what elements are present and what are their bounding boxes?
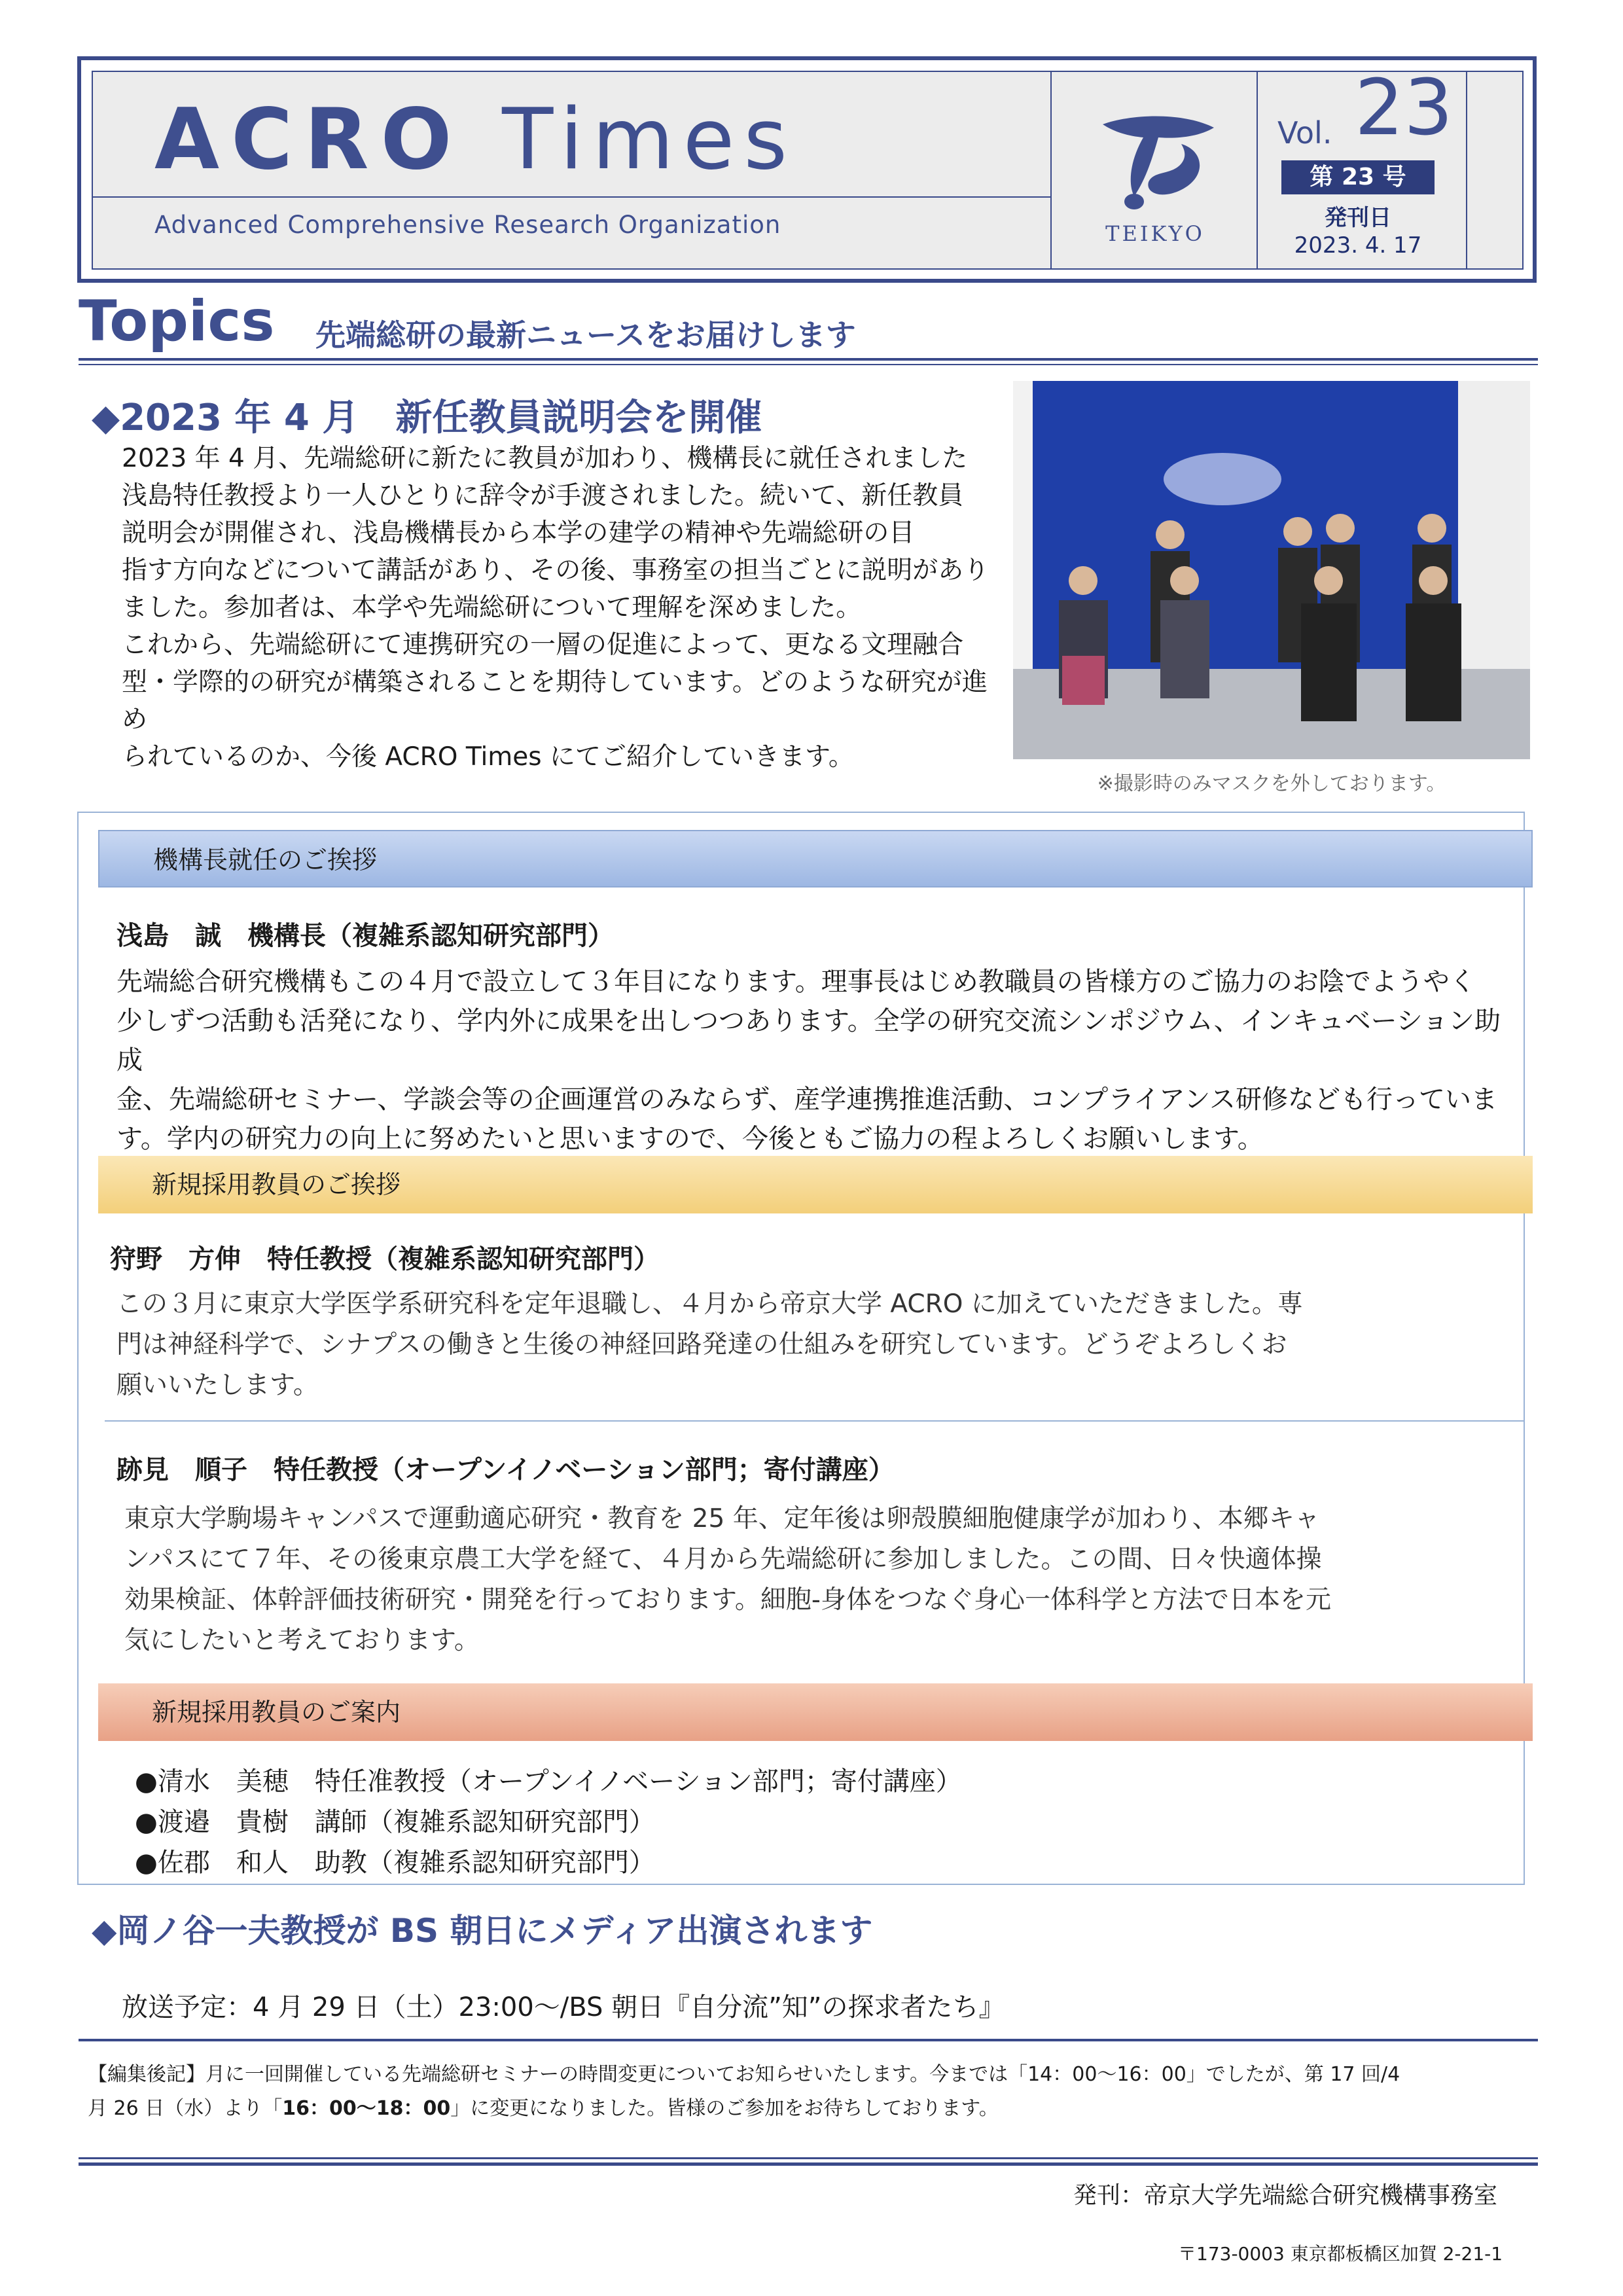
note-new-time: 16：00～18：00 (282, 2097, 451, 2120)
section-bar-director: 機構長就任のご挨拶 (98, 830, 1533, 888)
teikyo-logo (1083, 98, 1227, 249)
topics-subheading: 先端総研の最新ニュースをお届けします (315, 317, 856, 353)
body-line: 門は神経科学で、シナプスの働きと生後の神経回路発達の仕組みを研究しています。どうぞよろしくお (116, 1330, 1287, 1359)
group-photo (1013, 381, 1530, 759)
body-line: 少しずつ活動も活発になり、学内外に成果を出しつつあります。全学の研究交流シンポジウム、インキュベーション助成 (116, 1006, 1501, 1075)
editor-note (88, 2058, 1527, 2126)
body-line: す。学内の研究力の向上に努めたいと思いますので、今後ともご協力の程よろしくお願いします。 (116, 1124, 1264, 1154)
faculty-name: 跡見 順子 特任教授（オープンイノベーション部門；寄付講座） (116, 1455, 895, 1485)
article-heading: ◆岡ノ谷一夫教授が BS 朝日にメディア出演されます (92, 1912, 873, 1950)
topics-rule (79, 358, 1538, 361)
note-line: 【編集後記】月に一回開催している先端総研セミナーの時間変更についてお知らせいたします。今までは「14：00～16：00」でしたが、第 17 回/4 (88, 2063, 1400, 2086)
publish-date: 2023. 4. 17 (1294, 232, 1422, 259)
title-bold: ACRO (154, 91, 464, 188)
director-message (116, 962, 1524, 1158)
body-line: この３月に東京大学医学系研究科を定年退職し、４月から帝京大学 ACRO に加えていただきました。専 (116, 1289, 1303, 1319)
publisher: 発刊：帝京大学先端総合研究機構事務室 (1073, 2182, 1498, 2209)
faculty-list-item: ●佐郡 和人 助教（複雑系認知研究部門） (135, 1848, 655, 1878)
footer-rule (79, 2162, 1538, 2166)
body-line: られているのか、今後 ACRO Times にてご紹介していきます。 (122, 742, 854, 772)
masthead-divider (1466, 71, 1467, 270)
article-heading: ◆2023 年 4 月 新任教員説明会を開催 (92, 397, 762, 439)
note-text: 」に変更になりました。皆様のご参加をお待ちしております。 (450, 2097, 999, 2120)
address: 〒173-0003 東京都板橋区加賀 2-21-1 (1178, 2243, 1503, 2265)
body-line: これから、先端総研にて連携研究の一層の促進によって、更なる文理融合 (122, 630, 964, 660)
body-line: 指す方向などについて講話があり、その後、事務室の担当ごとに説明があり (122, 556, 990, 585)
group-photo-image (1013, 381, 1530, 759)
body-line: 金、先端総研セミナー、学談会等の企画運営のみならず、産学連携推進活動、コンプライアンス研修なども行っていま (116, 1085, 1497, 1115)
article-body (122, 440, 1005, 776)
topics-heading: Topics (79, 289, 275, 354)
topics-rule (79, 364, 1538, 365)
body-line: 気にしたいと考えております。 (124, 1626, 480, 1655)
body-line: 効果検証、体幹評価技術研究・開発を行っております。細胞-身体をつなぐ身心一体科学と方法で日本を元 (124, 1585, 1331, 1615)
logo-text: TEIKYO (1105, 221, 1205, 246)
faculty-name: 狩野 方伸 特任教授（複雑系認知研究部門） (110, 1244, 660, 1274)
note-text: 月 26 日（水）より「 (88, 2097, 283, 2120)
body-line: 願いいたします。 (116, 1371, 319, 1400)
issue-badge: 第 23 号 (1281, 160, 1435, 194)
newsletter-title (154, 91, 796, 188)
faculty-message (124, 1499, 1518, 1661)
section-bar-faculty-guide: 新規採用教員のご案内 (98, 1683, 1533, 1741)
faculty-list-item: ●渡邉 貴樹 講師（複雑系認知研究部門） (135, 1807, 655, 1837)
body-line: ました。参加者は、本学や先端総研について理解を深めました。 (122, 593, 862, 622)
volume-number: 23 (1355, 62, 1454, 152)
masthead-rule (92, 196, 1050, 198)
body-line: 2023 年 4 月、先端総研に新たに教員が加わり、機構長に就任されました (122, 444, 968, 473)
footer-rule (79, 2039, 1538, 2041)
body-line: 浅島特任教授より一人ひとりに辞令が手渡されました。続いて、新任教員 (122, 481, 964, 511)
body-line: ンパスにて７年、その後東京農工大学を経て、４月から先端総研に参加しました。この間、日々快適体操 (124, 1545, 1322, 1574)
note-line (88, 2092, 1527, 2126)
volume-label: Vol. (1277, 115, 1332, 151)
body-line: 説明会が開催され、浅島機構長から本学の建学の精神や先端総研の目 (122, 518, 915, 548)
faculty-message (116, 1284, 1510, 1406)
section-bar-new-faculty: 新規採用教員のご挨拶 (98, 1156, 1533, 1213)
body-line: 型・学際的の研究が構築されることを期待しています。どのような研究が進め (122, 668, 988, 734)
masthead-divider (1050, 71, 1052, 270)
title-light: Times (502, 91, 796, 188)
faculty-list-item: ●清水 美穂 特任准教授（オープンイノベーション部門；寄付講座） (135, 1767, 962, 1797)
body-line: 東京大学駒場キャンパスで運動適応研究・教育を 25 年、定年後は卵殻膜細胞健康学が加わり、本郷キャ (124, 1504, 1320, 1534)
photo-caption: ※撮影時のみマスクを外しております。 (1097, 772, 1446, 795)
footer-rule (79, 2157, 1538, 2159)
director-name: 浅島 誠 機構長（複雑系認知研究部門） (116, 921, 614, 951)
section-separator (105, 1420, 1524, 1422)
publish-date-label: 発刊日 (1325, 205, 1391, 231)
masthead-divider (1257, 71, 1258, 270)
broadcast-schedule: 放送予定：4 月 29 日（土）23:00～/BS 朝日『自分流”知”の探求者たち』 (122, 1992, 1005, 2022)
body-line: 先端総合研究機構もこの４月で設立して３年目になります。理事長はじめ教職員の皆様方のご協力のお陰でようやく (116, 967, 1476, 997)
newsletter-subtitle: Advanced Comprehensive Research Organization (154, 211, 781, 239)
